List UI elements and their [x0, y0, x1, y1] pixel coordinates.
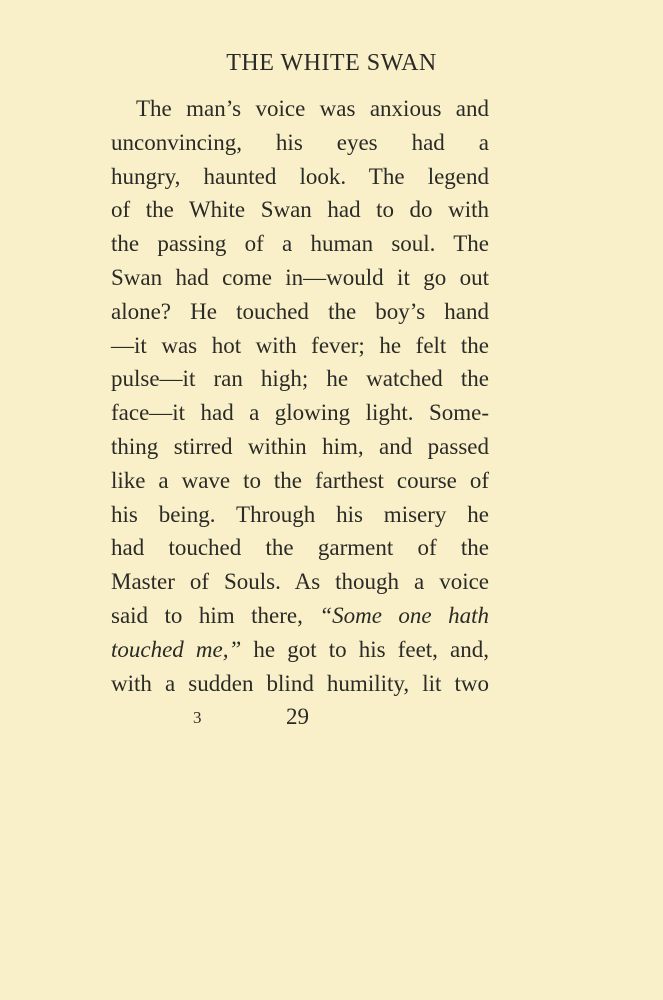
body-text — [111, 92, 489, 700]
line-italic-part: touched me,” — [111, 636, 242, 662]
text-line: the passing of a human soul. The — [111, 231, 489, 257]
text-line: of the White Swan had to do with — [111, 197, 489, 223]
text-line: pulse—it ran high; he watched the — [111, 366, 489, 392]
text-line: hungry, haunted look. The legend — [111, 163, 489, 189]
line-roman-part: said to him there, — [111, 602, 320, 628]
text-line: had touched the garment of the — [111, 535, 489, 561]
signature-mark: 3 — [193, 708, 202, 727]
page-footer — [0, 704, 663, 734]
text-line: Swan had come in—would it go out — [111, 264, 489, 290]
text-line: —it was hot with fever; he felt the — [111, 332, 489, 358]
text-line: The man’s voice was anxious and — [136, 96, 489, 121]
text-line: thing stirred within him, and passed — [111, 433, 489, 459]
text-line: like a wave to the farthest course of — [111, 467, 489, 493]
line-italic-part: “Some one hath — [319, 602, 490, 628]
line-roman-part: he got to his feet, and, — [241, 636, 489, 662]
text-line: unconvincing, his eyes had a — [111, 129, 489, 155]
text-line: his being. Through his misery he — [111, 501, 489, 527]
text-line: face—it had a glowing light. Some- — [111, 400, 489, 426]
text-line: with a sudden blind humility, lit two — [111, 670, 489, 696]
text-line: alone? He touched the boy’s hand — [111, 298, 489, 324]
text-line: Master of Souls. As though a voice — [111, 569, 489, 595]
running-head: THE WHITE SWAN — [226, 50, 437, 76]
page-number: 29 — [286, 704, 309, 729]
text-line-with-italic — [111, 599, 489, 633]
text-line-with-italic — [111, 633, 489, 667]
